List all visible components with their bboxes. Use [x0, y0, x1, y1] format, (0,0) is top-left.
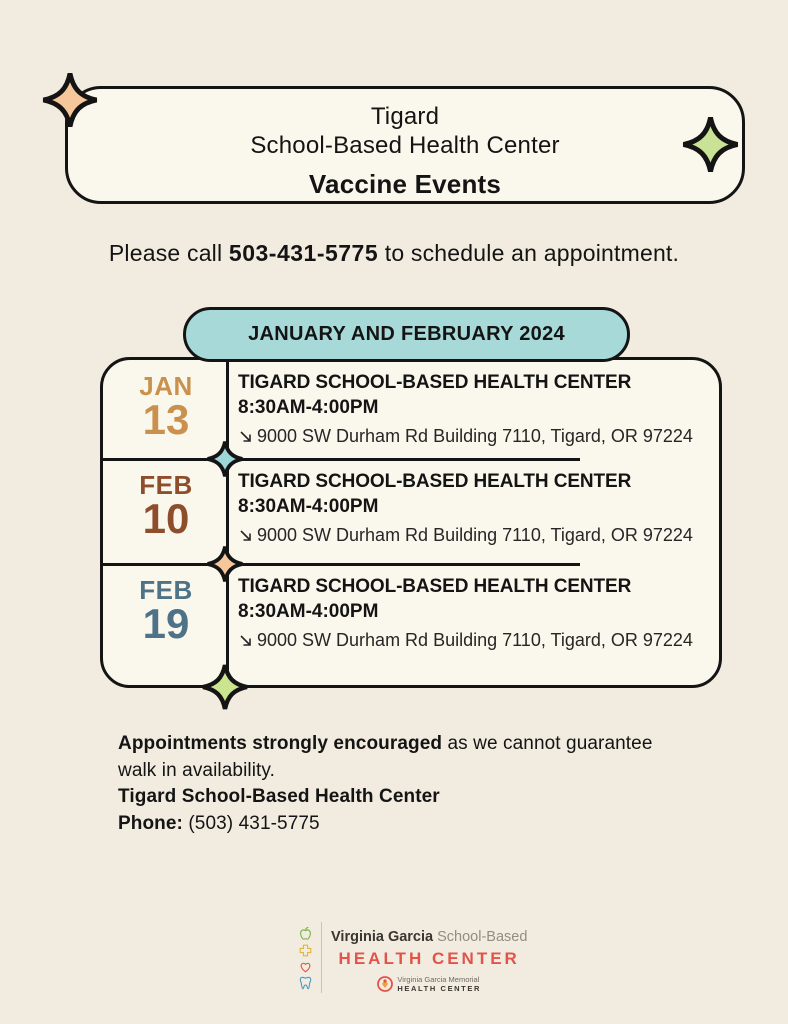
- event-subtitle: Vaccine Events: [308, 169, 502, 199]
- event-time: 8:30AM-4:00PM: [238, 397, 379, 418]
- event-day: 10: [142, 495, 190, 542]
- sub-brand: [331, 975, 527, 993]
- event-time: 8:30AM-4:00PM: [238, 496, 379, 517]
- footer-logo: [299, 922, 527, 993]
- note-bold-lead: Appointments strongly encouraged: [118, 733, 443, 754]
- vg-flower-icon: [377, 976, 393, 992]
- event-month: JAN: [139, 371, 193, 401]
- header-card: [65, 86, 745, 204]
- event-month: FEB: [139, 470, 193, 500]
- logo-divider: [321, 922, 322, 993]
- sub-brand-line2: HEALTH CENTER: [397, 984, 481, 993]
- sub-brand-line1: Virginia Garcia Memorial: [397, 975, 480, 984]
- sparkle-icon: [41, 71, 99, 129]
- brand-line: [331, 928, 527, 946]
- event-location-name: TIGARD SCHOOL-BASED HEALTH CENTER: [238, 471, 632, 492]
- notes-block: [118, 731, 696, 837]
- apple-icon: [299, 926, 312, 941]
- phone-value: (503) 431-5775: [183, 812, 320, 834]
- phone-label: Phone:: [118, 812, 183, 834]
- row-divider: [103, 563, 580, 566]
- note-center-name-text: Tigard School-Based Health Center: [118, 786, 440, 807]
- call-to-action: [0, 240, 788, 267]
- note-center-name: [118, 784, 696, 811]
- call-suffix: to schedule an appointment.: [378, 240, 680, 266]
- event-address-line: [238, 524, 713, 546]
- event-day: 13: [142, 396, 190, 443]
- note-rest: as we cannot guarantee walk in availability.: [118, 733, 653, 781]
- event-details: [229, 360, 719, 459]
- event-time: 8:30AM-4:00PM: [238, 601, 379, 622]
- brand-name: Virginia Garcia: [331, 929, 434, 945]
- logo-icon-column: [299, 922, 312, 993]
- cross-icon: [299, 944, 312, 957]
- date-column-divider: [226, 360, 229, 685]
- event-address: 9000 SW Durham Rd Building 7110, Tigard, OR 97224: [257, 525, 693, 545]
- event-address-line: [238, 629, 713, 651]
- brand-title: HEALTH CENTER: [338, 949, 520, 968]
- call-prefix: Please call: [108, 240, 229, 266]
- sparkle-icon: [681, 115, 740, 174]
- event-details: [229, 459, 719, 564]
- heart-icon: [299, 961, 312, 973]
- event-location-name: TIGARD SCHOOL-BASED HEALTH CENTER: [238, 372, 632, 393]
- event-day: 19: [142, 600, 190, 647]
- event-details: [229, 564, 719, 685]
- phone-number: 503-431-5775: [228, 240, 379, 266]
- tooth-icon: [299, 976, 312, 990]
- sub-brand-text: [397, 975, 481, 993]
- event-address-line: [238, 425, 713, 447]
- event-address: 9000 SW Durham Rd Building 7110, Tigard, OR 97224: [257, 426, 693, 446]
- event-address: 9000 SW Durham Rd Building 7110, Tigard, OR 97224: [257, 630, 693, 650]
- schedule-banner-label: JANUARY AND FEBRUARY 2024: [248, 323, 565, 345]
- org-title-line1: Tigard: [370, 103, 440, 130]
- brand-text-column: [331, 922, 527, 993]
- arrow-down-right-icon: [238, 528, 253, 543]
- note-phone: [118, 811, 696, 838]
- arrow-down-right-icon: [238, 633, 253, 648]
- note-availability: [118, 731, 696, 784]
- event-location-name: TIGARD SCHOOL-BASED HEALTH CENTER: [238, 576, 632, 597]
- sparkle-icon: [201, 663, 249, 711]
- brand-qualifier: School-Based: [433, 929, 528, 945]
- sparkle-icon: [206, 440, 244, 478]
- event-month: FEB: [139, 575, 193, 605]
- sparkle-icon: [206, 545, 244, 583]
- row-divider: [103, 458, 580, 461]
- org-title-line2: School-Based Health Center: [250, 132, 560, 159]
- schedule-table: [100, 357, 722, 688]
- schedule-banner: [183, 307, 630, 362]
